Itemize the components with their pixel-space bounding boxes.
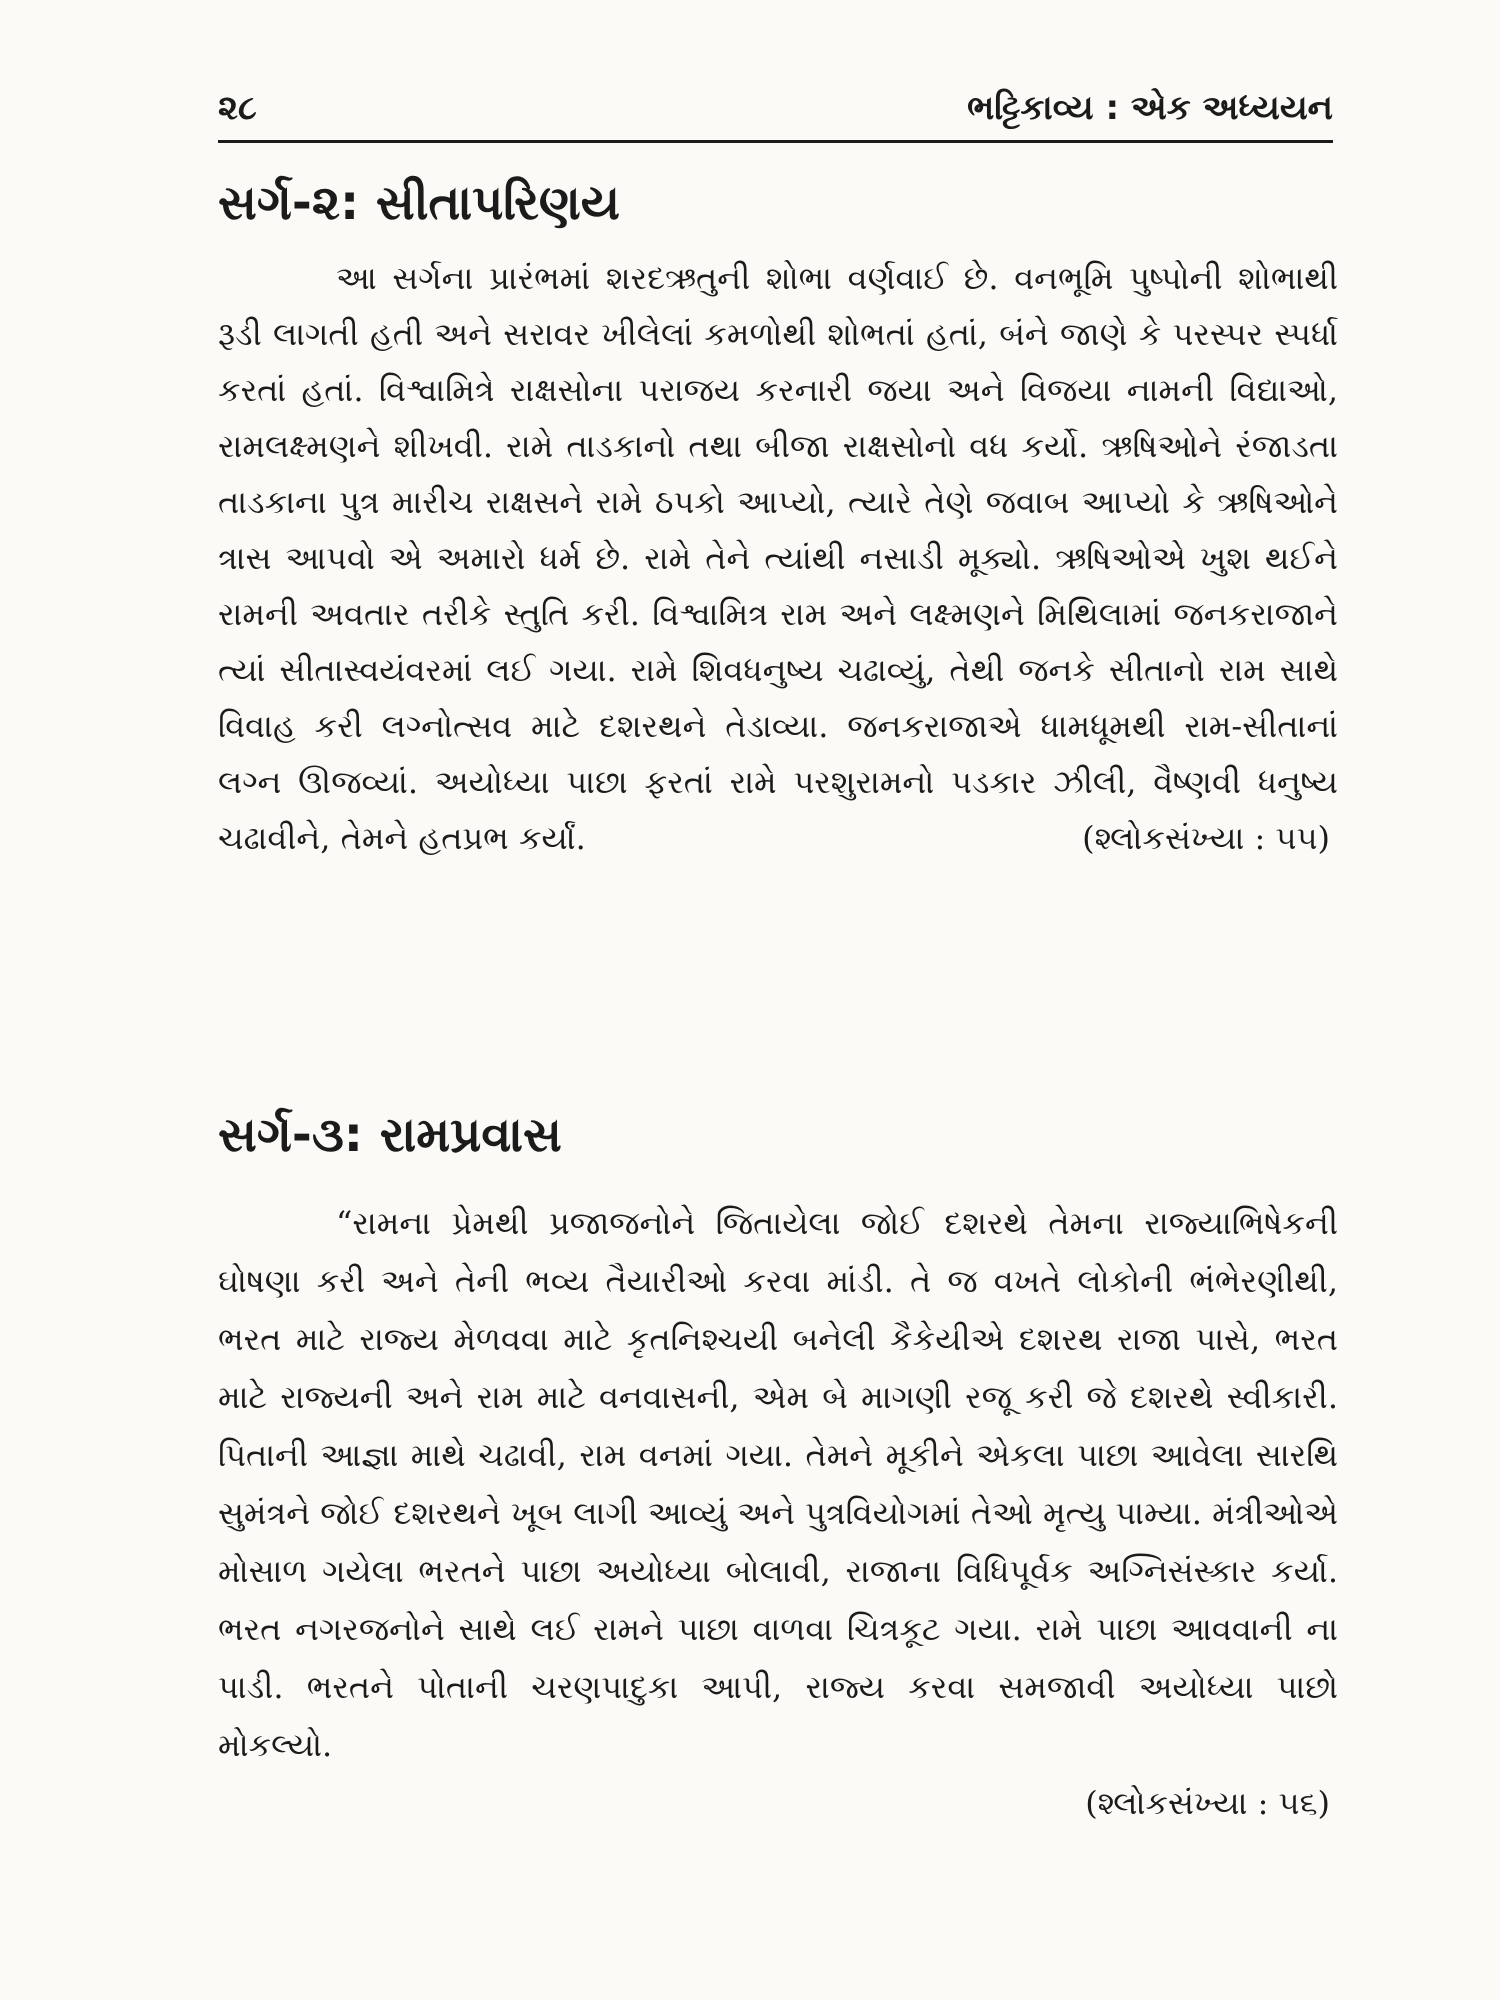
verse-count: (શ્લોકસંખ્યા : ૫૬) [1085, 1784, 1330, 1822]
verse-count: (શ્લોકસંખ્યા : ૫૫) [1082, 819, 1330, 857]
section-sarga-3 [218, 1102, 1338, 1832]
running-title: ભટ્ટિકાવ્ય : એક અધ્યયન [967, 88, 1333, 128]
page-header [218, 88, 1333, 138]
section-paragraph: “રામના પ્રેમથી પ્રજાજનોને જિતાયેલા જોઈ દશરથે તેમના રાજ્યાભિષેકની ઘોષણા કરી અને તેની ભવ્ય તૈયારીઓ કરવા માંડી. તે જ વખતે લોકોની ભંભેરણીથી, ભરત માટે રાજ્ય મેળવવા માટે કૃતનિશ્ચયી બનેલી કૈકેયીએ દશરથ રાજા પાસે, ભરત માટે રાજ્યની અને રામ માટે વનવાસની, એમ બે માગણી રજૂ કરી જે દશરથે સ્વીકારી. પિતાની આજ્ઞા માથે ચઢાવી, રામ વનમાં ગયા. તેમને મૂકીને એકલા પાછા આવેલા સારથિ સુમંત્રને જોઈ દશરથને ખૂબ લાગી આવ્યું અને પુત્રવિયોગમાં તેઓ મૃત્યુ પામ્યા. મંત્રીઓએ મોસાળ ગયેલા ભરતને પાછા અયોધ્યા બોલાવી, રાજાના વિધિપૂર્વક અગ્નિસંસ્કાર કર્યા. ભરત નગરજનોને સાથે લઈ રામને પાછા વાળવા ચિત્રકૂટ ગયા. રામે પાછા આવવાની ના પાડી. ભરતને પોતાની ચરણપાદુકા આપી, રાજ્ય કરવા સમજાવી અયોધ્યા પાછો મોકલ્યો. [218, 1204, 1338, 1764]
header-rule [218, 140, 1333, 143]
section-title: સર્ગ-૨: સીતાપરિણય [218, 175, 621, 231]
section-paragraph: આ સર્ગના પ્રારંભમાં શરદઋતુની શોભા વર્ણવાઈ છે. વનભૂમિ પુષ્પોની શોભાથી રૂડી લાગતી હતી અને સરાવર ખીલેલાં કમળોથી શોભતાં હતાં, બંને જાણે કે પરસ્પર સ્પર્ધા કરતાં હતાં. વિશ્વામિત્રે રાક્ષસોના પરાજય કરનારી જયા અને વિજયા નામની વિદ્યાઓ, રામલક્ષ્મણને શીખવી. રામે તાડકાનો તથા બીજા રાક્ષસોનો વધ કર્યો. ઋષિઓને રંજાડતા તાડકાના પુત્ર મારીચ રાક્ષસને રામે ઠપકો આપ્યો, ત્યારે તેણે જવાબ આપ્યો કે ઋષિઓને ત્રાસ આપવો એ અમારો ધર્મ છે. રામે તેને ત્યાંથી નસાડી મૂક્યો. ઋષિઓએ ખુશ થઈને રામની અવતાર તરીકે સ્તુતિ કરી. વિશ્વામિત્ર રામ અને લક્ષ્મણને મિથિલામાં જનકરાજાને ત્યાં સીતાસ્વયંવરમાં લઈ ગયા. રામે શિવધનુષ્ય ચઢાવ્યું, તેથી જનકે સીતાનો રામ સાથે વિવાહ કરી લગ્નોત્સવ માટે દશરથને તેડાવ્યા. જનકરાજાએ ધામધૂમથી રામ-સીતાનાં લગ્ન ઊજવ્યાં. અયોધ્યા પાછા ફરતાં રામે પરશુરામનો પડકાર ઝીલી, વૈષ્ણવી ધનુષ્ય ચઢાવીને, તેમને હતપ્રભ કર્યાં. [218, 259, 1338, 857]
section-title: સર્ગ-૩: રામપ્રવાસ [218, 1107, 562, 1163]
section-sarga-2 [218, 170, 1338, 866]
page-number: ૨૮ [218, 88, 257, 128]
